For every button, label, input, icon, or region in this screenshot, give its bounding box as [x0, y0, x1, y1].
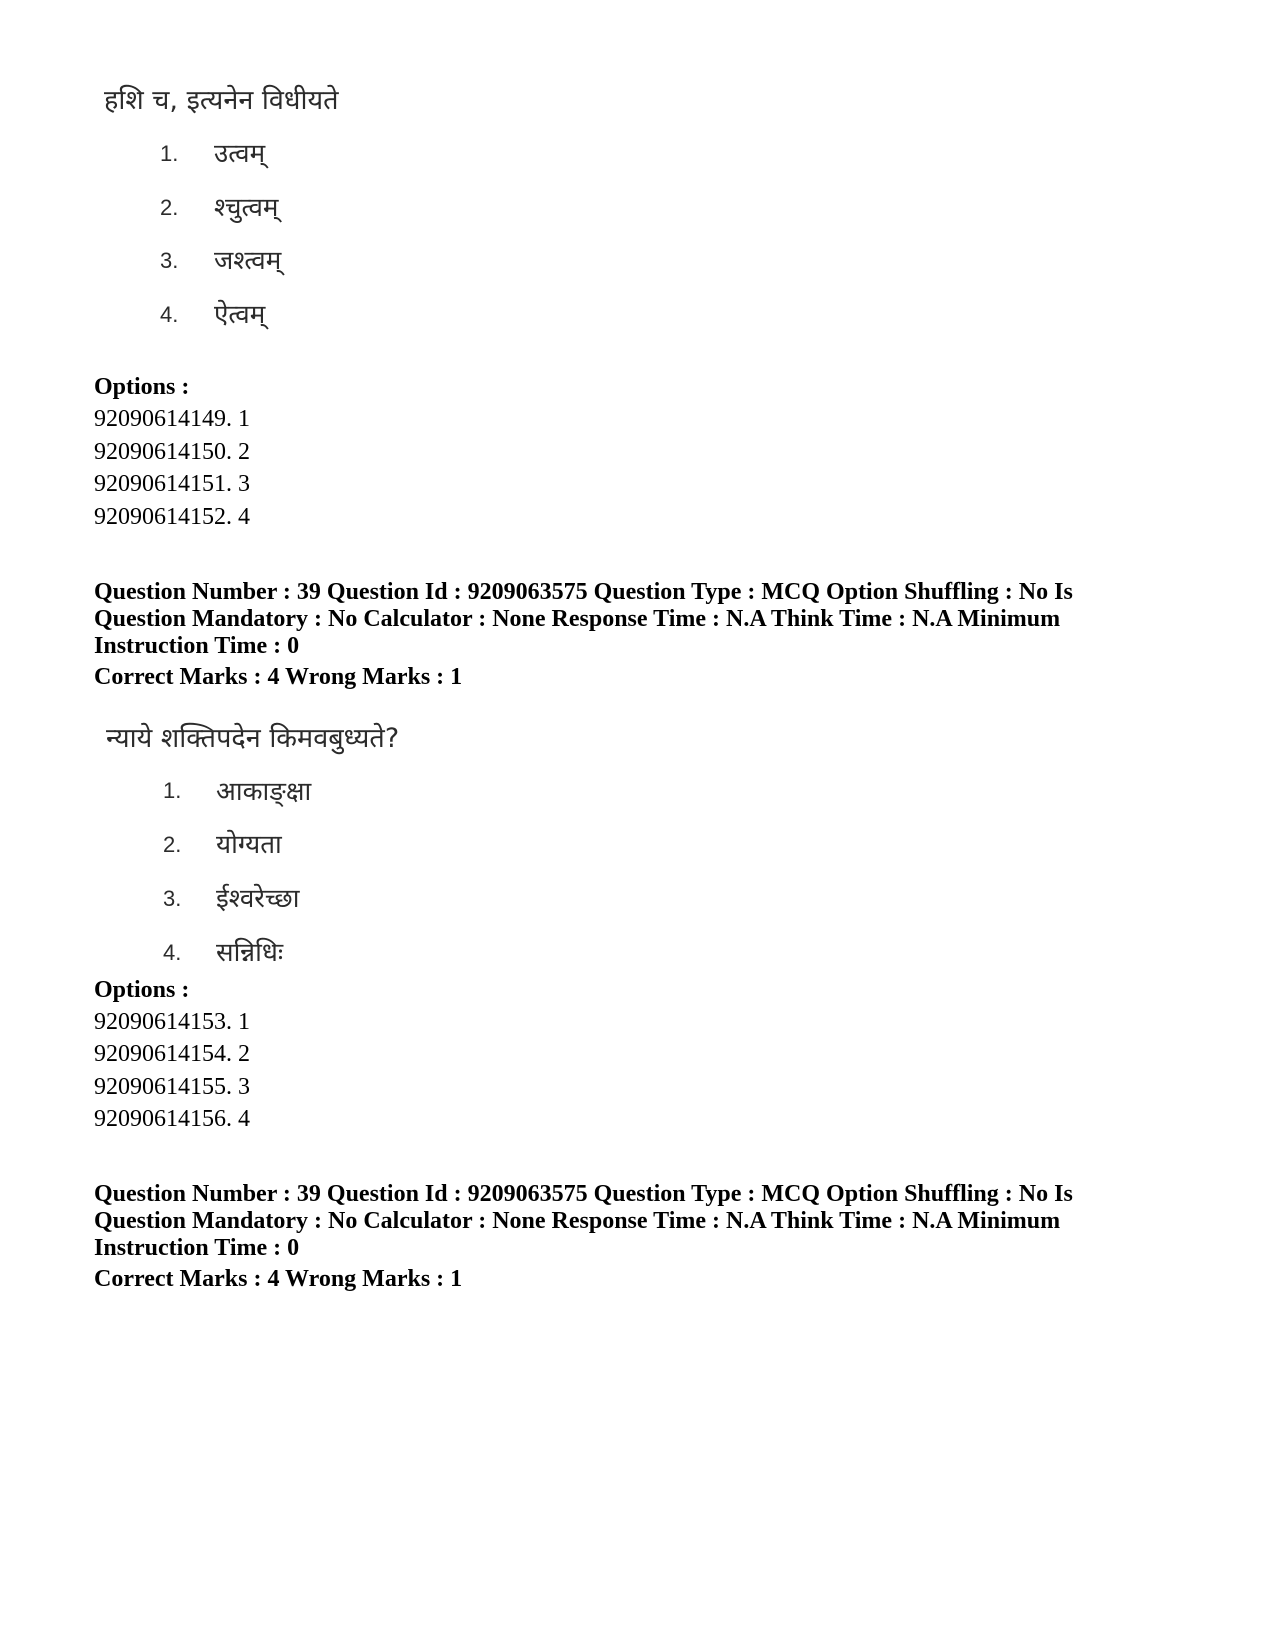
- choice-text: उत्वम्: [214, 139, 266, 169]
- question-meta: Question Number : 39 Question Id : 9209063575 Question Type : MCQ Option Shuffling : No Is Question Mandatory : No Calculator : None Response Time : N.A Think Time : N.A Minimum Instruction Time : 0: [94, 579, 1073, 659]
- options-heading: Options :: [94, 374, 190, 400]
- choice-text: योग्यता: [216, 830, 282, 860]
- choice-text: ईश्वरेच्छा: [216, 884, 300, 914]
- choice-text: ऐत्वम्: [214, 300, 266, 330]
- choice-number: 2.: [163, 832, 182, 857]
- choice-number: 1.: [160, 141, 179, 166]
- choice-number: 4.: [160, 302, 179, 327]
- option-line: 92090614150. 2: [94, 439, 250, 465]
- choice-text: जश्त्वम्: [214, 246, 282, 276]
- choice-number: 2.: [160, 195, 179, 220]
- question-stem: न्याये शक्तिपदेन किमवबुध्यते?: [106, 723, 400, 754]
- option-line: 92090614149. 1: [94, 406, 250, 432]
- option-line: 92090614154. 2: [94, 1041, 250, 1067]
- choice-text: श्चुत्वम्: [214, 193, 279, 223]
- question-stem: हशि च, इत्यनेन विधीयते: [104, 85, 339, 116]
- choice-number: 3.: [160, 248, 179, 273]
- choice-text: आकाङ्क्षा: [216, 777, 312, 807]
- option-line: 92090614152. 4: [94, 504, 250, 530]
- choice-number: 3.: [163, 886, 182, 911]
- option-line: 92090614156. 4: [94, 1106, 250, 1132]
- question-marks: Correct Marks : 4 Wrong Marks : 1: [94, 664, 463, 690]
- option-line: 92090614151. 3: [94, 471, 250, 497]
- options-heading: Options :: [94, 977, 190, 1003]
- option-line: 92090614155. 3: [94, 1074, 250, 1100]
- choice-number: 1.: [163, 778, 182, 803]
- choice-text: सन्निधिः: [216, 938, 284, 968]
- option-line: 92090614153. 1: [94, 1009, 250, 1035]
- question-meta: Question Number : 39 Question Id : 9209063575 Question Type : MCQ Option Shuffling : No Is Question Mandatory : No Calculator : None Response Time : N.A Think Time : N.A Minimum Instruction Time : 0: [94, 1181, 1073, 1261]
- choice-number: 4.: [163, 940, 182, 965]
- question-marks: Correct Marks : 4 Wrong Marks : 1: [94, 1266, 463, 1292]
